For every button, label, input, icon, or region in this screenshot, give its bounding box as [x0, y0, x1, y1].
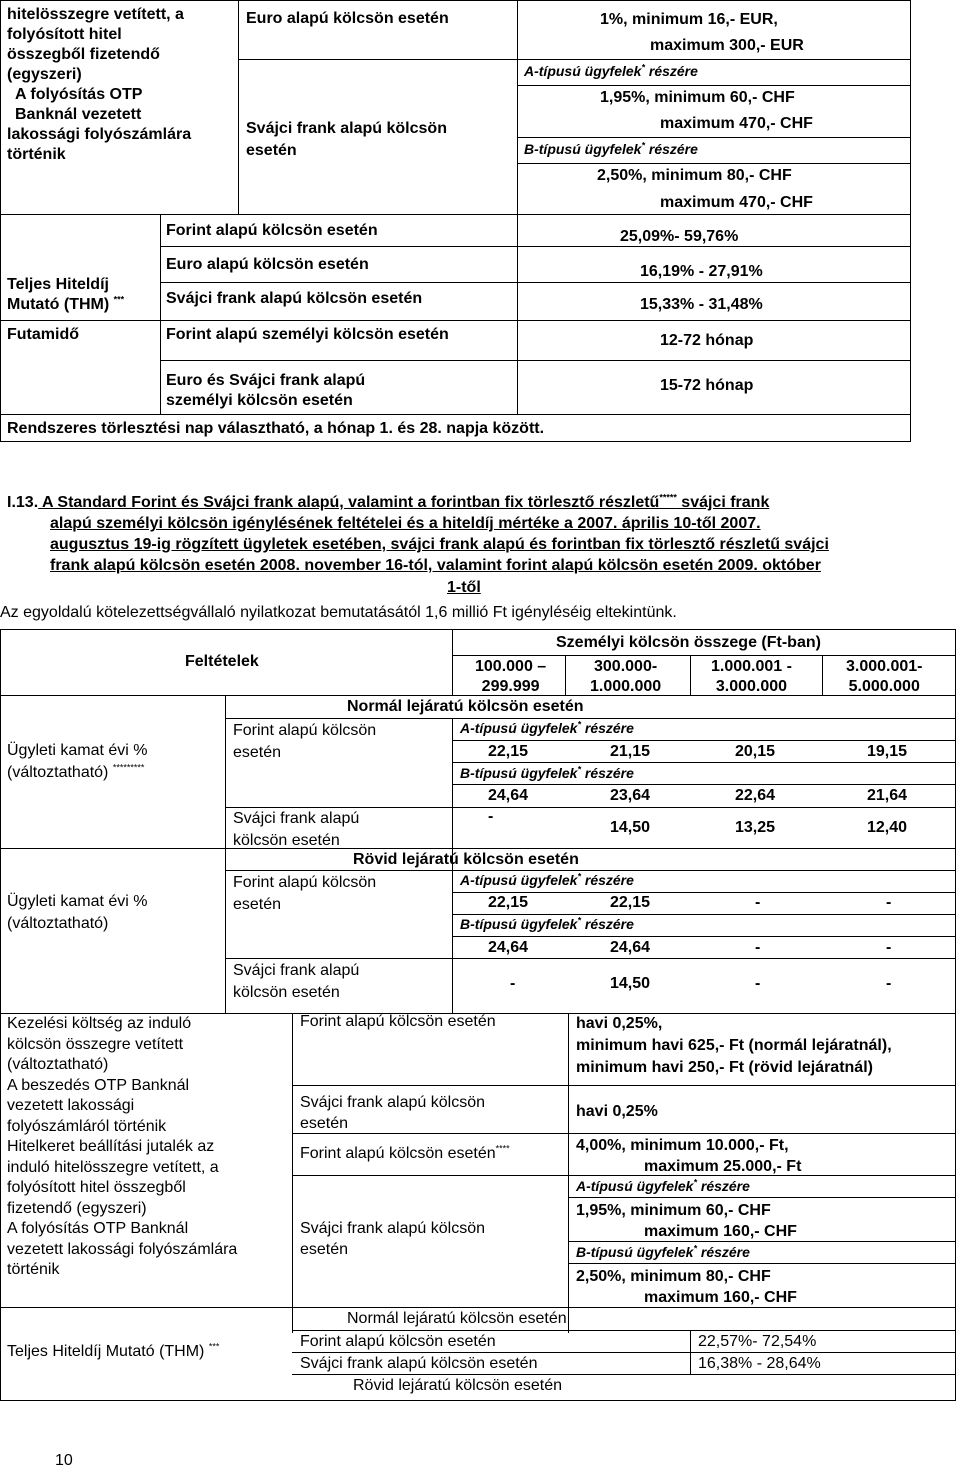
cell: 22,15 — [488, 894, 529, 911]
chf-a-value-2: maximum 470,- CHF — [660, 115, 813, 132]
thm-chf-value-bottom: 16,38% - 28,64% — [698, 1355, 821, 1372]
ugyleti-label-2: Ügyleti kamat évi % (változtatható) — [7, 893, 148, 932]
fut-forint-label: Forint alapú személyi kölcsön esetén — [166, 326, 449, 343]
cell: - — [755, 894, 761, 911]
rovid-header: Rövid lejáratú kölcsön esetén — [353, 851, 579, 868]
cell: 24,64 — [610, 939, 651, 956]
cell: - — [755, 975, 761, 992]
cell: 24,64 — [488, 787, 529, 804]
cell: - — [755, 939, 761, 956]
cell: - — [886, 894, 892, 911]
a-type-normal: A-típusú ügyfelek* részére — [460, 719, 634, 736]
cell: 21,64 — [867, 787, 908, 804]
hk-chf-label: Svájci frank alapú kölcsön esetén — [300, 1220, 485, 1258]
cell: - — [488, 808, 494, 825]
cell: 21,15 — [610, 743, 651, 760]
kez-chf-label: Svájci frank alapú kölcsön esetén — [300, 1094, 485, 1132]
col-1-header: 100.000 – 299.999 — [475, 658, 547, 695]
hk-forint-label: Forint alapú kölcsön esetén**** — [300, 1143, 510, 1162]
amount-header: Személyi kölcsön összege (Ft-ban) — [556, 634, 821, 651]
a-type-label: A-típusú ügyfelek* részére — [524, 62, 698, 79]
thm-rovid-header: Rövid lejáratú kölcsön esetén — [353, 1377, 563, 1394]
cell: 14,50 — [610, 975, 651, 992]
cell: 20,15 — [735, 743, 776, 760]
page-number: 10 — [55, 1452, 73, 1469]
intro-text: Az egyoldalú kötelezettségvállaló nyilatkozat bemutatásától 1,6 millió Ft igényléséig eltekintünk. — [0, 604, 677, 621]
hk-forint-value: 4,00%, minimum 10.000,- Ft, maximum 25.000,- Ft — [576, 1137, 802, 1175]
cell: 23,64 — [610, 787, 651, 804]
thm-chf-value: 15,33% - 31,48% — [640, 296, 763, 313]
b-type-label: B-típusú ügyfelek* részére — [524, 140, 698, 157]
rendszeres-note: Rendszeres törlesztési nap választható, a hónap 1. és 28. napja között. — [7, 420, 545, 437]
chf-label-normal: Svájci frank alapú kölcsön esetén — [233, 810, 360, 849]
thm-forint-label: Forint alapú kölcsön esetén — [166, 222, 378, 239]
hk-b-value: 2,50%, minimum 80,- CHF maximum 160,- CHF — [576, 1268, 797, 1306]
cell: - — [510, 975, 516, 992]
euro-value-2: maximum 300,- EUR — [650, 37, 804, 54]
futamido-label: Futamidő — [7, 326, 79, 343]
section-line-4: frank alapú kölcsön esetén 2008. november 16-tól, valamint forint alapú kölcsön esetén 2009. október — [50, 557, 821, 574]
section-line-5: 1-től — [447, 579, 481, 596]
section-line-3: augusztus 19-ig rögzített ügyletek esetében, svájci frank alapú és forintban fix törlesztő részletű svájci — [50, 536, 829, 553]
forint-label-rovid: Forint alapú kölcsön esetén — [233, 874, 377, 913]
fut-eur-label: Euro és Svájci frank alapú személyi kölcsön esetén — [166, 372, 366, 409]
thm-euro-label: Euro alapú kölcsön esetén — [166, 256, 369, 273]
cell: 22,15 — [610, 894, 651, 911]
kez-chf-value: havi 0,25% — [576, 1103, 658, 1120]
cell: 22,64 — [735, 787, 776, 804]
kez-forint-label: Forint alapú kölcsön esetén — [300, 1013, 496, 1030]
section-line-2: alapú személyi kölcsön igénylésének feltételei és a hiteldíj mértéke a 2007. április 10-től 2007. — [50, 515, 761, 532]
b-type-hk: B-típusú ügyfelek* részére — [576, 1243, 750, 1260]
chf-label: Svájci frank alapú kölcsön esetén — [246, 120, 447, 159]
col-2-header: 300.000- 1.000.000 — [590, 658, 662, 695]
fee-description: hitelösszegre vetített, a folyósított hitel összegből fizetendő (egyszeri) A folyósítás OTP Banknál vezetett lakossági folyószámlára történik — [7, 6, 192, 163]
thm-forint-value: 25,09%- 59,76% — [620, 228, 739, 245]
ugyleti-label-1: Ügyleti kamat évi % (változtatható) ********* — [7, 742, 148, 781]
a-type-rovid: A-típusú ügyfelek* részére — [460, 871, 634, 888]
kez-forint-value: havi 0,25%, minimum havi 625,- Ft (normál lejáratnál), minimum havi 250,- Ft (rövid lejáratnál) — [576, 1015, 892, 1076]
feltetelek-header: Feltételek — [185, 653, 259, 670]
thm-chf-label: Svájci frank alapú kölcsön esetén — [166, 290, 423, 307]
section-line-1: I.13. A Standard Forint és Svájci frank alapú, valamint a forintban fix törlesztő részletű***** svájci frank — [7, 492, 770, 511]
thm-chf-label-bottom: Svájci frank alapú kölcsön esetén — [300, 1355, 538, 1372]
cell: 19,15 — [867, 743, 908, 760]
chf-label-rovid: Svájci frank alapú kölcsön esetén — [233, 962, 360, 1001]
forint-label-normal: Forint alapú kölcsön esetén — [233, 722, 377, 761]
thm-forint-value-bottom: 22,57%- 72,54% — [698, 1333, 817, 1350]
euro-label: Euro alapú kölcsön esetén — [246, 10, 449, 27]
chf-a-value-1: 1,95%, minimum 60,- CHF — [600, 89, 795, 106]
thm-label: Teljes Hiteldíj Mutató (THM) *** — [7, 276, 125, 313]
cell: - — [886, 939, 892, 956]
col-3-header: 1.000.001 - 3.000.000 — [711, 658, 792, 695]
cell: 22,15 — [488, 743, 529, 760]
b-type-rovid: B-típusú ügyfelek* részére — [460, 915, 634, 932]
euro-value-1: 1%, minimum 16,- EUR, — [600, 11, 778, 28]
hk-a-value: 1,95%, minimum 60,- CHF maximum 160,- CHF — [576, 1202, 797, 1240]
normal-header: Normál lejáratú kölcsön esetén — [347, 698, 584, 715]
cell: - — [886, 975, 892, 992]
b-type-normal: B-típusú ügyfelek* részére — [460, 764, 634, 781]
thm-euro-value: 16,19% - 27,91% — [640, 263, 763, 280]
a-type-hk: A-típusú ügyfelek* részére — [576, 1177, 750, 1194]
thm-forint-label-bottom: Forint alapú kölcsön esetén — [300, 1333, 496, 1350]
cell: 12,40 — [867, 819, 908, 836]
chf-b-value-1: 2,50%, minimum 80,- CHF — [597, 167, 792, 184]
fut-forint-value: 12-72 hónap — [660, 332, 754, 349]
cell: 24,64 — [488, 939, 529, 956]
kezelesi-label: Kezelési költség az induló kölcsön összegre vetített (változtatható) A beszedés OTP Banknál vezetett lakossági folyószámláról történik Hitelkeret beállítási jutalék az induló hitelösszegre vetített, a folyósított hitel összegből fizetendő (egyszeri) A folyósítás OTP Banknál vezetett lakossági folyószámlára történik — [7, 1015, 238, 1278]
fut-eur-value: 15-72 hónap — [660, 377, 754, 394]
thm-normal-header: Normál lejáratú kölcsön esetén — [347, 1310, 567, 1327]
col-4-header: 3.000.001- 5.000.000 — [846, 658, 923, 695]
cell: 13,25 — [735, 819, 776, 836]
cell: 14,50 — [610, 819, 651, 836]
thm-label-bottom: Teljes Hiteldíj Mutató (THM) *** — [7, 1341, 220, 1360]
chf-b-value-2: maximum 470,- CHF — [660, 194, 813, 211]
